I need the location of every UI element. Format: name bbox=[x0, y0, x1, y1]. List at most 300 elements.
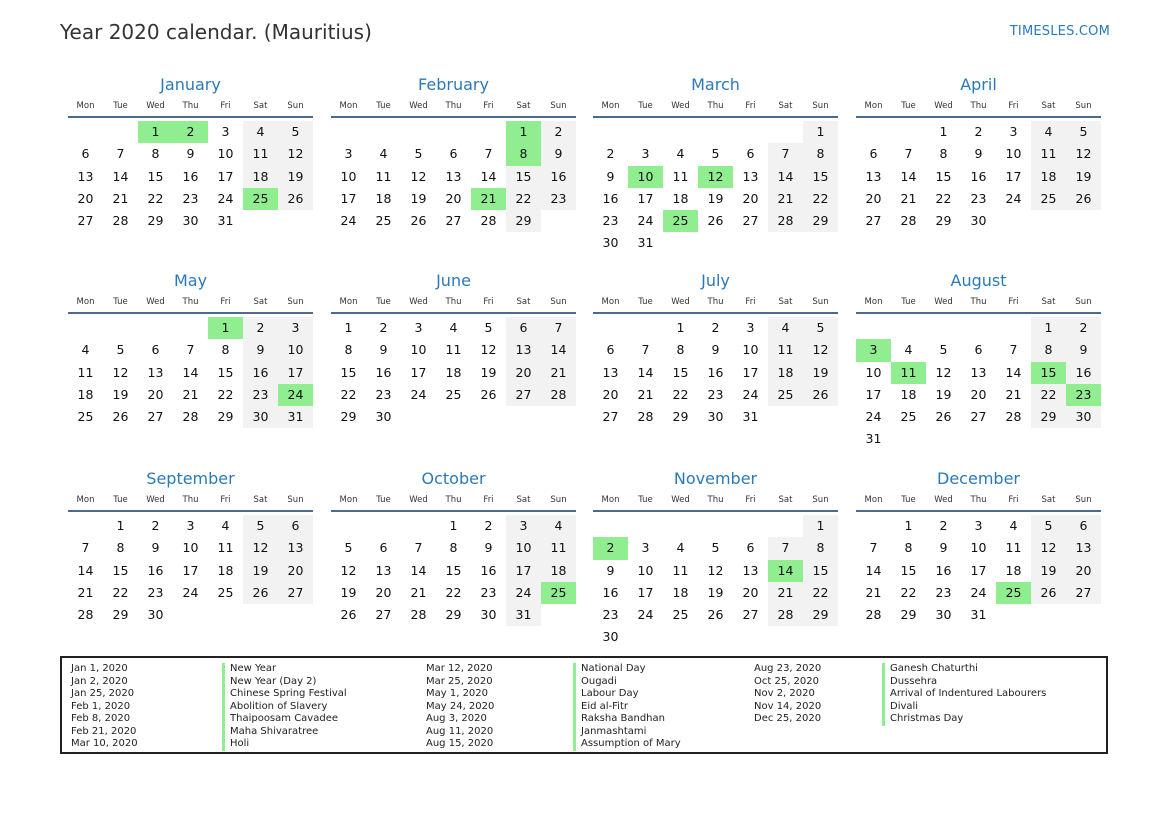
month-title: August bbox=[950, 271, 1007, 290]
day-cell: 12 bbox=[278, 143, 313, 165]
day-cell: 26 bbox=[1066, 188, 1101, 210]
month-november bbox=[593, 468, 838, 649]
month-april bbox=[856, 74, 1101, 232]
day-cell: 24 bbox=[340, 213, 357, 229]
day-cell: 17 bbox=[410, 364, 427, 380]
empty-cell bbox=[103, 317, 138, 339]
weekday-label: Tue bbox=[113, 101, 128, 111]
day-cell: 23 bbox=[480, 584, 497, 600]
day-cell: 11 bbox=[541, 537, 576, 559]
weekday-label: Thu bbox=[182, 101, 199, 111]
day-cell: 18 bbox=[243, 166, 278, 188]
holiday-day: 25 bbox=[541, 582, 576, 604]
day-cell: 7 bbox=[541, 317, 576, 339]
empty-cell bbox=[891, 317, 926, 339]
day-cell: 8 bbox=[803, 537, 838, 559]
day-cell: 30 bbox=[707, 409, 724, 425]
day-cell: 14 bbox=[865, 562, 882, 578]
day-cell: 30 bbox=[935, 607, 952, 623]
day-cell: 1 bbox=[116, 518, 125, 533]
holiday-day: 3 bbox=[856, 339, 891, 361]
month-title: April bbox=[960, 75, 997, 94]
day-cell: 16 bbox=[182, 168, 199, 184]
day-cell: 19 bbox=[1066, 166, 1101, 188]
day-cell: 24 bbox=[742, 386, 759, 402]
day-cell: 4 bbox=[449, 320, 458, 335]
day-cell: 5 bbox=[1031, 515, 1066, 537]
holiday-day: 2 bbox=[593, 537, 628, 559]
day-cell: 22 bbox=[900, 584, 917, 600]
day-cell: 9 bbox=[151, 540, 160, 556]
page-title: Year 2020 calendar. (Mauritius) bbox=[60, 20, 372, 44]
day-cell: 28 bbox=[768, 604, 803, 626]
day-cell: 7 bbox=[81, 540, 90, 556]
month-may bbox=[68, 270, 313, 428]
day-cell: 31 bbox=[637, 235, 654, 251]
day-cell: 26 bbox=[480, 386, 497, 402]
day-cell: 27 bbox=[602, 409, 619, 425]
day-grid bbox=[593, 515, 838, 649]
day-cell: 15 bbox=[340, 364, 357, 380]
day-cell: 3 bbox=[221, 124, 230, 139]
day-cell: 13 bbox=[970, 364, 987, 380]
day-cell: 11 bbox=[445, 342, 462, 358]
day-cell: 23 bbox=[243, 384, 278, 406]
weekday-label: Sat bbox=[778, 101, 793, 111]
weekday-label: Thu bbox=[707, 495, 724, 505]
day-cell: 11 bbox=[375, 168, 392, 184]
empty-cell bbox=[698, 121, 733, 143]
day-cell: 28 bbox=[77, 607, 94, 623]
day-cell: 15 bbox=[112, 562, 129, 578]
weekday-header bbox=[68, 96, 313, 118]
month-october bbox=[331, 468, 576, 626]
month-february bbox=[331, 74, 576, 232]
day-cell: 19 bbox=[278, 166, 313, 188]
day-cell: 28 bbox=[900, 213, 917, 229]
day-cell: 13 bbox=[506, 339, 541, 361]
day-cell: 6 bbox=[746, 540, 755, 556]
empty-cell bbox=[401, 121, 436, 143]
legend-date: Jan 25, 2020 bbox=[71, 688, 135, 699]
empty-cell bbox=[628, 121, 663, 143]
day-cell: 27 bbox=[375, 607, 392, 623]
day-cell: 7 bbox=[904, 146, 913, 162]
day-cell: 12 bbox=[480, 342, 497, 358]
day-cell: 1 bbox=[803, 515, 838, 537]
legend-holiday-name: Eid al-Fitr bbox=[573, 701, 628, 714]
legend-holiday-name: Labour Day bbox=[573, 688, 639, 701]
day-cell: 26 bbox=[707, 607, 724, 623]
weekday-label: Thu bbox=[445, 495, 462, 505]
day-cell: 19 bbox=[340, 584, 357, 600]
weekday-label: Wed bbox=[934, 101, 953, 111]
holiday-day: 8 bbox=[506, 143, 541, 165]
weekday-label: Tue bbox=[901, 101, 916, 111]
day-cell: 6 bbox=[81, 146, 90, 162]
weekday-label: Fri bbox=[745, 297, 756, 307]
day-cell: 21 bbox=[900, 190, 917, 206]
day-cell: 6 bbox=[746, 146, 755, 162]
month-title: January bbox=[160, 75, 221, 94]
day-cell: 28 bbox=[865, 607, 882, 623]
day-cell: 13 bbox=[865, 168, 882, 184]
day-cell: 23 bbox=[375, 386, 392, 402]
day-cell: 22 bbox=[217, 386, 234, 402]
empty-cell bbox=[628, 515, 663, 537]
weekday-label: Thu bbox=[445, 101, 462, 111]
weekday-label: Wed bbox=[409, 101, 428, 111]
day-cell: 30 bbox=[375, 409, 392, 425]
day-cell: 29 bbox=[506, 210, 541, 232]
legend-date: Feb 21, 2020 bbox=[71, 725, 137, 737]
weekday-header bbox=[331, 490, 576, 512]
day-cell: 1 bbox=[904, 518, 913, 533]
weekday-label: Fri bbox=[220, 495, 231, 505]
day-cell: 5 bbox=[939, 342, 948, 358]
day-grid bbox=[593, 317, 838, 428]
day-cell: 5 bbox=[803, 317, 838, 339]
legend-date: Nov 2, 2020 bbox=[754, 688, 815, 699]
legend-holiday-name: Ganesh Chaturthi bbox=[882, 663, 978, 676]
weekday-label: Sun bbox=[287, 297, 304, 307]
day-cell: 16 bbox=[541, 166, 576, 188]
weekday-label: Tue bbox=[638, 101, 653, 111]
day-cell: 14 bbox=[637, 364, 654, 380]
day-cell: 2 bbox=[541, 121, 576, 143]
weekday-label: Fri bbox=[1008, 297, 1019, 307]
day-cell: 22 bbox=[803, 582, 838, 604]
weekday-label: Thu bbox=[182, 495, 199, 505]
day-cell: 30 bbox=[1066, 406, 1101, 428]
day-cell: 26 bbox=[1031, 582, 1066, 604]
day-cell: 24 bbox=[506, 582, 541, 604]
day-cell: 29 bbox=[147, 213, 164, 229]
day-cell: 17 bbox=[637, 190, 654, 206]
day-cell: 11 bbox=[1005, 540, 1022, 556]
weekday-label: Wed bbox=[409, 297, 428, 307]
legend-date: Mar 12, 2020 bbox=[426, 663, 493, 674]
day-cell: 9 bbox=[974, 146, 983, 162]
day-cell: 17 bbox=[742, 364, 759, 380]
day-cell: 5 bbox=[344, 540, 353, 556]
empty-cell bbox=[663, 121, 698, 143]
day-cell: 15 bbox=[935, 168, 952, 184]
day-cell: 31 bbox=[506, 604, 541, 626]
day-cell: 11 bbox=[77, 364, 94, 380]
weekday-label: Mon bbox=[601, 297, 620, 307]
weekday-label: Tue bbox=[376, 297, 391, 307]
legend-holiday-name: Dussehra bbox=[882, 676, 937, 689]
day-cell: 21 bbox=[112, 190, 129, 206]
empty-cell bbox=[331, 515, 366, 537]
month-december bbox=[856, 468, 1101, 626]
day-cell: 21 bbox=[637, 386, 654, 402]
weekday-label: Fri bbox=[1008, 495, 1019, 505]
day-cell: 5 bbox=[711, 146, 720, 162]
day-cell: 22 bbox=[672, 386, 689, 402]
day-cell: 24 bbox=[182, 584, 199, 600]
holiday-day: 2 bbox=[173, 121, 208, 143]
day-cell: 23 bbox=[147, 584, 164, 600]
day-cell: 16 bbox=[375, 364, 392, 380]
day-cell: 8 bbox=[116, 540, 125, 556]
day-grid bbox=[593, 121, 838, 255]
weekday-label: Tue bbox=[376, 495, 391, 505]
weekday-label: Sun bbox=[812, 297, 829, 307]
holiday-day: 14 bbox=[768, 560, 803, 582]
day-cell: 4 bbox=[221, 518, 230, 533]
day-cell: 8 bbox=[1031, 339, 1066, 361]
day-cell: 22 bbox=[506, 188, 541, 210]
day-cell: 6 bbox=[151, 342, 160, 358]
day-cell: 27 bbox=[742, 607, 759, 623]
day-cell: 25 bbox=[900, 409, 917, 425]
legend-date: Oct 25, 2020 bbox=[754, 675, 819, 687]
month-title: October bbox=[421, 469, 486, 488]
day-cell: 4 bbox=[81, 342, 90, 358]
legend-date: Nov 14, 2020 bbox=[754, 700, 822, 712]
empty-cell bbox=[768, 121, 803, 143]
day-cell: 20 bbox=[742, 190, 759, 206]
day-cell: 15 bbox=[672, 364, 689, 380]
day-cell: 29 bbox=[112, 607, 129, 623]
legend-date: Jan 2, 2020 bbox=[71, 675, 128, 687]
day-cell: 18 bbox=[541, 560, 576, 582]
legend-holiday-name: Chinese Spring Festival bbox=[222, 688, 347, 701]
day-cell: 23 bbox=[602, 607, 619, 623]
empty-cell bbox=[891, 121, 926, 143]
empty-cell bbox=[103, 121, 138, 143]
day-cell: 19 bbox=[803, 362, 838, 384]
day-cell: 2 bbox=[711, 320, 720, 335]
holiday-day: 1 bbox=[506, 121, 541, 143]
month-title: June bbox=[436, 271, 471, 290]
day-cell: 11 bbox=[768, 339, 803, 361]
day-cell: 17 bbox=[506, 560, 541, 582]
weekday-header bbox=[856, 490, 1101, 512]
day-cell: 18 bbox=[672, 190, 689, 206]
empty-cell bbox=[436, 121, 471, 143]
day-cell: 26 bbox=[935, 409, 952, 425]
day-cell: 11 bbox=[243, 143, 278, 165]
weekday-label: Thu bbox=[970, 101, 987, 111]
day-cell: 23 bbox=[602, 213, 619, 229]
day-cell: 26 bbox=[340, 607, 357, 623]
day-cell: 17 bbox=[278, 362, 313, 384]
day-cell: 7 bbox=[484, 146, 493, 162]
day-cell: 5 bbox=[1066, 121, 1101, 143]
holiday-legend bbox=[60, 656, 1108, 754]
weekday-label: Tue bbox=[113, 495, 128, 505]
day-cell: 9 bbox=[606, 168, 615, 184]
weekday-label: Sat bbox=[778, 297, 793, 307]
day-cell: 18 bbox=[445, 364, 462, 380]
empty-cell bbox=[926, 317, 961, 339]
legend-date: Aug 15, 2020 bbox=[426, 738, 494, 749]
weekday-label: Sat bbox=[253, 495, 268, 505]
day-cell: 21 bbox=[768, 188, 803, 210]
holiday-day: 23 bbox=[1066, 384, 1101, 406]
day-cell: 27 bbox=[506, 384, 541, 406]
day-cell: 1 bbox=[676, 320, 685, 335]
legend-holiday-name: Raksha Bandhan bbox=[573, 713, 665, 726]
empty-cell bbox=[698, 515, 733, 537]
month-title: March bbox=[691, 75, 740, 94]
day-cell: 21 bbox=[1005, 386, 1022, 402]
weekday-label: Tue bbox=[638, 495, 653, 505]
day-cell: 28 bbox=[541, 384, 576, 406]
day-cell: 14 bbox=[768, 166, 803, 188]
empty-cell bbox=[996, 317, 1031, 339]
legend-date: Feb 1, 2020 bbox=[71, 700, 131, 712]
day-cell: 21 bbox=[865, 584, 882, 600]
day-cell: 31 bbox=[865, 431, 882, 447]
day-cell: 10 bbox=[340, 168, 357, 184]
day-cell: 12 bbox=[1066, 143, 1101, 165]
weekday-label: Wed bbox=[146, 101, 165, 111]
weekday-label: Wed bbox=[671, 101, 690, 111]
holiday-day: 10 bbox=[628, 166, 663, 188]
legend-date: May 1, 2020 bbox=[426, 688, 489, 699]
day-cell: 31 bbox=[970, 607, 987, 623]
day-cell: 24 bbox=[970, 584, 987, 600]
weekday-label: Fri bbox=[220, 297, 231, 307]
day-cell: 3 bbox=[641, 146, 650, 162]
day-cell: 18 bbox=[1031, 166, 1066, 188]
day-cell: 7 bbox=[186, 342, 195, 358]
day-cell: 10 bbox=[506, 537, 541, 559]
day-cell: 6 bbox=[379, 540, 388, 556]
empty-cell bbox=[856, 121, 891, 143]
day-cell: 24 bbox=[637, 213, 654, 229]
day-cell: 6 bbox=[506, 317, 541, 339]
weekday-label: Mon bbox=[76, 495, 95, 505]
month-august bbox=[856, 270, 1101, 451]
day-cell: 15 bbox=[147, 168, 164, 184]
holiday-day: 25 bbox=[243, 188, 278, 210]
day-cell: 17 bbox=[865, 386, 882, 402]
day-cell: 11 bbox=[672, 562, 689, 578]
day-cell: 25 bbox=[445, 386, 462, 402]
weekday-label: Sat bbox=[516, 101, 531, 111]
day-cell: 30 bbox=[147, 607, 164, 623]
day-cell: 15 bbox=[217, 364, 234, 380]
month-september bbox=[68, 468, 313, 626]
day-cell: 4 bbox=[676, 540, 685, 556]
day-cell: 4 bbox=[676, 146, 685, 162]
day-cell: 6 bbox=[974, 342, 983, 358]
weekday-label: Thu bbox=[970, 495, 987, 505]
day-cell: 10 bbox=[217, 146, 234, 162]
day-cell: 26 bbox=[243, 582, 278, 604]
holiday-day: 15 bbox=[1031, 362, 1066, 384]
legend-holiday-name: New Year bbox=[222, 663, 276, 676]
day-cell: 12 bbox=[707, 562, 724, 578]
empty-cell bbox=[593, 317, 628, 339]
day-cell: 26 bbox=[112, 409, 129, 425]
day-cell: 14 bbox=[410, 562, 427, 578]
day-cell: 31 bbox=[217, 213, 234, 229]
day-cell: 20 bbox=[506, 362, 541, 384]
day-cell: 20 bbox=[278, 560, 313, 582]
empty-cell bbox=[366, 515, 401, 537]
day-cell: 8 bbox=[904, 540, 913, 556]
day-cell: 1 bbox=[449, 518, 458, 533]
weekday-label: Wed bbox=[671, 495, 690, 505]
weekday-label: Fri bbox=[483, 297, 494, 307]
weekday-header bbox=[856, 292, 1101, 314]
day-cell: 25 bbox=[672, 607, 689, 623]
weekday-label: Tue bbox=[376, 101, 391, 111]
day-cell: 14 bbox=[1005, 364, 1022, 380]
legend-holiday-name: Christmas Day bbox=[882, 713, 963, 726]
day-cell: 23 bbox=[970, 190, 987, 206]
day-cell: 22 bbox=[147, 190, 164, 206]
weekday-label: Tue bbox=[901, 297, 916, 307]
weekday-label: Wed bbox=[934, 297, 953, 307]
holiday-day: 24 bbox=[278, 384, 313, 406]
day-cell: 27 bbox=[865, 213, 882, 229]
day-cell: 8 bbox=[803, 143, 838, 165]
holiday-day: 12 bbox=[698, 166, 733, 188]
day-cell: 10 bbox=[637, 562, 654, 578]
weekday-label: Mon bbox=[339, 101, 358, 111]
day-cell: 2 bbox=[379, 320, 388, 335]
day-cell: 15 bbox=[900, 562, 917, 578]
day-cell: 10 bbox=[410, 342, 427, 358]
empty-cell bbox=[593, 515, 628, 537]
day-cell: 31 bbox=[278, 406, 313, 428]
holiday-day: 1 bbox=[138, 121, 173, 143]
day-cell: 16 bbox=[935, 562, 952, 578]
empty-cell bbox=[68, 317, 103, 339]
day-cell: 21 bbox=[410, 584, 427, 600]
day-cell: 13 bbox=[742, 168, 759, 184]
day-cell: 29 bbox=[803, 210, 838, 232]
legend-holiday-name: Abolition of Slavery bbox=[222, 701, 327, 714]
day-cell: 15 bbox=[803, 166, 838, 188]
weekday-label: Sat bbox=[1041, 495, 1056, 505]
weekday-label: Fri bbox=[745, 495, 756, 505]
legend-date: Mar 25, 2020 bbox=[426, 675, 493, 687]
day-cell: 16 bbox=[970, 168, 987, 184]
day-cell: 16 bbox=[1066, 362, 1101, 384]
day-cell: 23 bbox=[182, 190, 199, 206]
day-cell: 19 bbox=[707, 584, 724, 600]
weekday-label: Sun bbox=[1075, 297, 1092, 307]
empty-cell bbox=[768, 515, 803, 537]
day-cell: 3 bbox=[506, 515, 541, 537]
day-cell: 28 bbox=[637, 409, 654, 425]
day-cell: 16 bbox=[602, 190, 619, 206]
day-cell: 1 bbox=[344, 320, 353, 335]
day-grid bbox=[856, 121, 1101, 232]
day-cell: 3 bbox=[186, 518, 195, 533]
empty-cell bbox=[173, 317, 208, 339]
day-cell: 27 bbox=[278, 582, 313, 604]
empty-cell bbox=[856, 317, 891, 339]
site-link[interactable]: TIMESLES.COM bbox=[1009, 24, 1110, 39]
day-cell: 18 bbox=[672, 584, 689, 600]
legend-date: May 24, 2020 bbox=[426, 700, 495, 712]
empty-cell bbox=[733, 515, 768, 537]
day-cell: 14 bbox=[900, 168, 917, 184]
legend-holiday-name: National Day bbox=[573, 663, 646, 676]
day-grid bbox=[856, 317, 1101, 451]
day-cell: 11 bbox=[1031, 143, 1066, 165]
legend-holiday-name: New Year (Day 2) bbox=[222, 676, 316, 689]
